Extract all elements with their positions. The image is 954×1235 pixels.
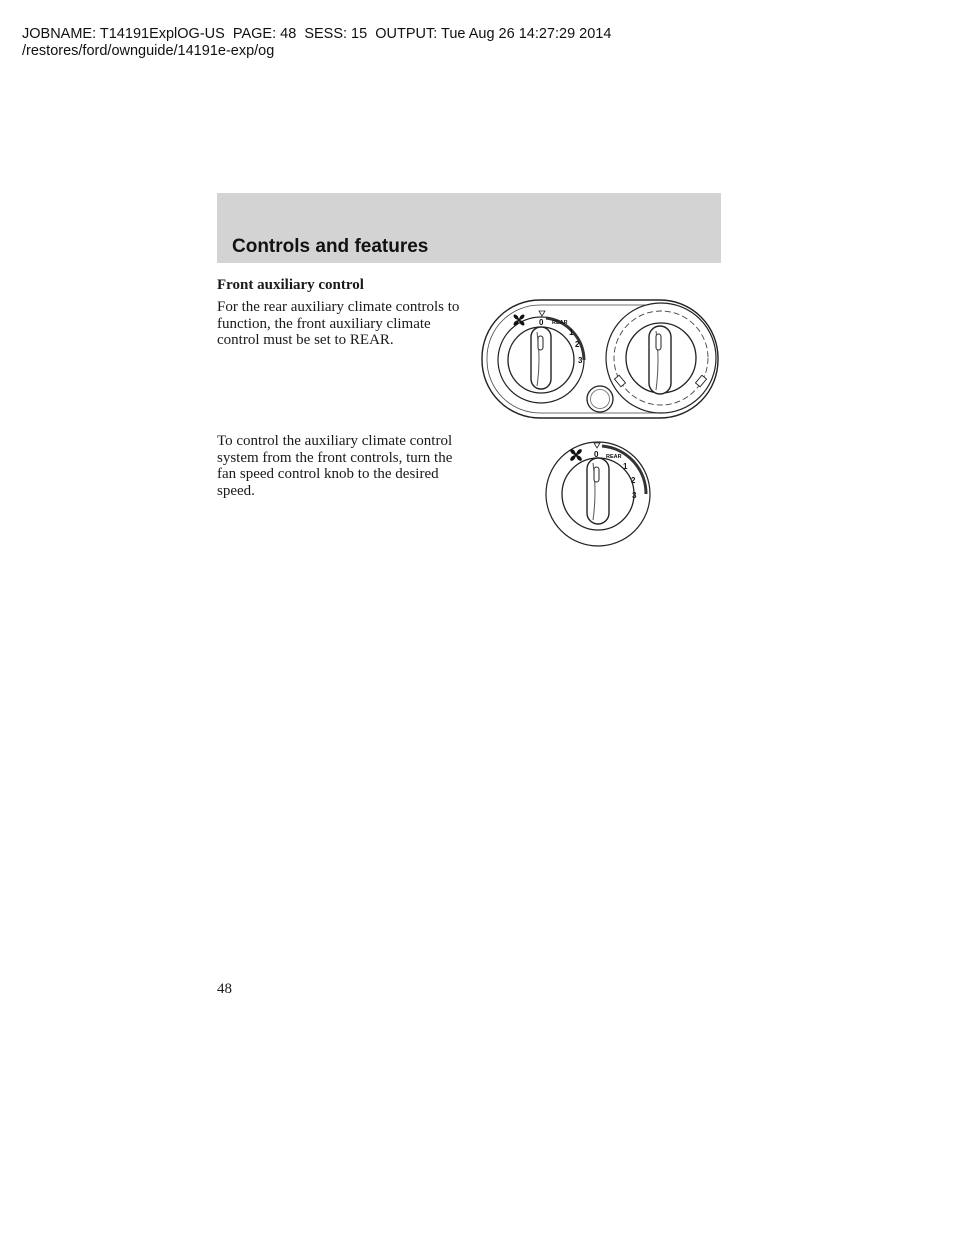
dial-label-3: 3	[578, 356, 583, 365]
dial-label-off: 0	[539, 318, 544, 327]
dial-label-2: 2	[631, 476, 636, 485]
dial-label-3: 3	[632, 491, 637, 500]
temperature-knob	[606, 303, 716, 413]
dial-label-1: 1	[569, 328, 574, 337]
subheading: Front auxiliary control	[217, 277, 364, 293]
control-panel-illustration	[480, 298, 722, 422]
job-header-line2: /restores/ford/ownguide/14191e-exp/og	[22, 43, 275, 59]
page-number: 48	[217, 981, 232, 997]
dial-label-1: 1	[623, 462, 628, 471]
dial-label-rear: REAR	[606, 454, 622, 460]
dial-label-off: 0	[594, 450, 599, 459]
dial-label-2: 2	[575, 340, 580, 349]
job-header-line1: JOBNAME: T14191ExplOG-US PAGE: 48 SESS: 15 OUTPUT: Tue Aug 26 14:27:29 2014	[22, 26, 612, 42]
paragraph-2: To control the auxiliary climate control system from the front controls, turn the fan speed control knob to the desired speed.	[217, 433, 453, 499]
dial-label-rear: REAR	[552, 320, 568, 326]
job-header	[22, 26, 611, 60]
fan-knob-illustration	[542, 438, 654, 548]
section-header-band	[217, 193, 721, 263]
paragraph-1: For the rear auxiliary climate controls to function, the front auxiliary climate control must be set to REAR.	[217, 299, 460, 348]
section-title: Controls and features	[232, 236, 429, 257]
